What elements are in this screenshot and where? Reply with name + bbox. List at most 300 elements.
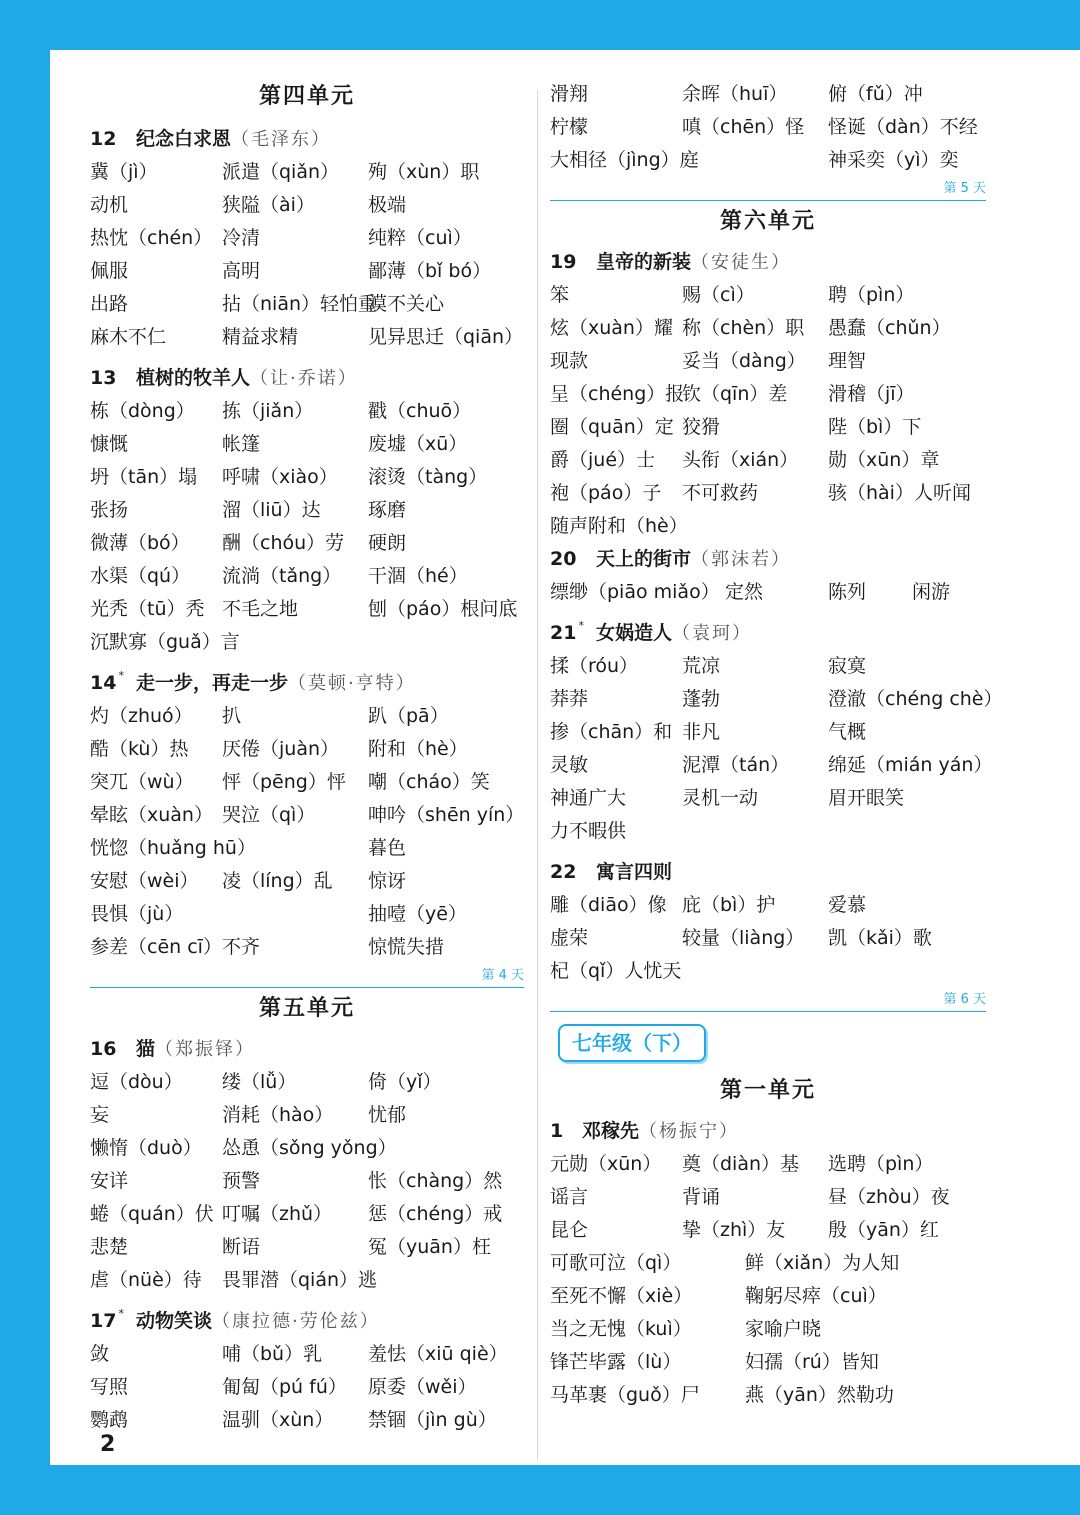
column-divider xyxy=(537,90,538,1460)
vocab-row xyxy=(90,1231,524,1264)
day-rule xyxy=(550,1011,986,1012)
vocab-item: 蓬勃 xyxy=(682,688,721,710)
vocab-item: 骇（hài）人听闻 xyxy=(828,482,971,504)
lesson-title: 皇帝的新装 xyxy=(596,251,692,273)
vocab-item: 怂恿（sǒng yǒng） xyxy=(222,1137,397,1159)
vocab-item: 袍（páo）子 xyxy=(550,482,662,504)
vocab-row xyxy=(550,378,986,411)
day-rule xyxy=(550,200,986,201)
day-marker xyxy=(550,177,986,205)
vocab-item: 爱慕 xyxy=(828,894,867,916)
vocab-item: 冀（jì） xyxy=(90,161,158,183)
lesson-number-text: 14 xyxy=(90,672,117,694)
vocab-item: 称（chèn）职 xyxy=(682,317,805,339)
vocab-list xyxy=(90,1066,524,1297)
vocab-list xyxy=(550,1148,986,1247)
vocab-row xyxy=(90,560,524,593)
vocab-row xyxy=(90,1132,524,1165)
vocab-item: 厌倦（juàn） xyxy=(222,738,340,760)
vocab-item: 神采奕（yì）奕 xyxy=(828,149,959,171)
vocab-item: 倚（yǐ） xyxy=(368,1071,442,1093)
vocab-item: 虚荣 xyxy=(550,927,589,949)
vocab-row xyxy=(90,1198,524,1231)
vocab-item: 硬朗 xyxy=(368,532,407,554)
lesson-heading-17 xyxy=(90,1305,524,1338)
vocab-item: 灵敏 xyxy=(550,754,589,776)
vocab-row xyxy=(90,494,524,527)
page-number: 2 xyxy=(100,1432,116,1457)
vocab-item: 可歌可泣（qì） xyxy=(550,1252,682,1274)
lesson-number xyxy=(90,1305,136,1338)
vocab-row xyxy=(90,1264,524,1297)
vocab-row xyxy=(90,898,524,931)
day-label: 第 6 天 xyxy=(943,992,986,1007)
vocab-item: 锋芒毕露（lù） xyxy=(550,1351,682,1373)
vocab-row xyxy=(90,766,524,799)
vocab-item: 随声附和（hè） xyxy=(550,515,688,537)
vocab-item: 突兀（wù） xyxy=(90,771,194,793)
vocab-item: 神通广大 xyxy=(550,787,627,809)
lesson-author: （康拉德·劳伦兹） xyxy=(212,1311,380,1332)
vocab-item: 晕眩（xuàn） xyxy=(90,804,213,826)
vocab-item: 热忱（chén） xyxy=(90,227,213,249)
vocab-item: 畏惧（jù） xyxy=(90,903,184,925)
vocab-item: 俯（fǔ）冲 xyxy=(828,83,923,105)
vocab-row xyxy=(90,189,524,222)
vocab-row xyxy=(550,1148,986,1181)
lesson-heading-1 xyxy=(550,1115,986,1148)
vocab-row xyxy=(90,288,524,321)
lesson-number: 1 xyxy=(550,1120,564,1142)
vocab-row xyxy=(90,626,524,659)
vocab-item: 怦（pēng）怦 xyxy=(222,771,346,793)
vocab-item: 家喻户晓 xyxy=(745,1318,822,1340)
vocab-item: 鄙薄（bǐ bó） xyxy=(368,260,492,282)
vocab-item: 定然 xyxy=(725,581,764,603)
lesson-number xyxy=(90,667,136,700)
vocab-item: 柠檬 xyxy=(550,116,589,138)
lesson-title: 邓稼先 xyxy=(582,1120,640,1142)
vocab-item: 大相径（jìng）庭 xyxy=(550,149,699,171)
vocab-list xyxy=(550,279,986,543)
vocab-item: 缕（lǚ） xyxy=(222,1071,297,1093)
vocab-row xyxy=(550,782,986,815)
vocab-item: 奠（diàn）基 xyxy=(682,1153,800,1175)
vocab-item: 陛（bì）下 xyxy=(828,416,922,438)
lesson-title: 纪念白求恩 xyxy=(136,128,232,150)
lesson-number: 20 xyxy=(550,548,577,570)
vocab-row xyxy=(550,78,986,111)
vocab-item: 沉默寡（guǎ）言 xyxy=(90,631,240,653)
vocab-row xyxy=(90,1371,524,1404)
vocab-item: 谣言 xyxy=(550,1186,589,1208)
lesson-number-text: 21 xyxy=(550,622,577,644)
vocab-row xyxy=(550,889,986,922)
vocab-item: 帐篷 xyxy=(222,433,261,455)
vocab-item: 恍惚（huǎng hū） xyxy=(90,837,256,859)
vocab-row xyxy=(90,321,524,354)
vocab-item: 酬（chóu）劳 xyxy=(222,532,345,554)
vocab-row xyxy=(550,1181,986,1214)
vocab-item: 纯粹（cuì） xyxy=(368,227,472,249)
vocab-row xyxy=(90,700,524,733)
vocab-item: 精益求精 xyxy=(222,326,299,348)
vocab-item: 凌（líng）乱 xyxy=(222,870,333,892)
vocab-item: 呻吟（shēn yín） xyxy=(368,804,525,826)
vocab-item: 佩服 xyxy=(90,260,129,282)
vocab-row xyxy=(550,749,993,782)
vocab-item: 殉（xùn）职 xyxy=(368,161,480,183)
lesson-author: （郑振铎） xyxy=(155,1039,256,1060)
vocab-item: 理智 xyxy=(828,350,867,372)
vocab-item: 动机 xyxy=(90,194,129,216)
vocab-item: 极端 xyxy=(368,194,407,216)
vocab-item: 安详 xyxy=(90,1170,129,1192)
vocab-item: 惊讶 xyxy=(368,870,407,892)
vocab-row xyxy=(550,650,986,683)
vocab-item: 羞怯（xiū qiè） xyxy=(368,1343,508,1365)
vocab-item: 嗔（chēn）怪 xyxy=(682,116,805,138)
lesson-number: 12 xyxy=(90,128,117,150)
vocab-list xyxy=(550,576,986,609)
vocab-list xyxy=(550,889,986,988)
vocab-item: 溜（liū）达 xyxy=(222,499,321,521)
vocab-item: 赐（cì） xyxy=(682,284,755,306)
vocab-list xyxy=(550,650,1003,848)
vocab-row xyxy=(90,733,524,766)
vocab-list xyxy=(90,1338,524,1437)
vocab-item: 派遣（qiǎn） xyxy=(222,161,340,183)
lesson-number xyxy=(550,617,596,650)
vocab-item: 荒凉 xyxy=(682,655,721,677)
vocab-item: 光秃（tū）秃 xyxy=(90,598,205,620)
vocab-item: 逗（dòu） xyxy=(90,1071,183,1093)
vocab-item: 较量（liàng） xyxy=(682,927,805,949)
lesson-heading-21 xyxy=(550,617,986,650)
vocab-item: 安慰（wèi） xyxy=(90,870,199,892)
vocab-item: 嘲（cháo）笑 xyxy=(368,771,490,793)
vocab-item: 原委（wěi） xyxy=(368,1376,477,1398)
vocab-item: 鹦鹉 xyxy=(90,1409,129,1431)
vocab-item: 趴（pā） xyxy=(368,705,449,727)
vocab-row xyxy=(550,411,986,444)
vocab-row xyxy=(550,444,986,477)
vocab-row xyxy=(90,832,524,865)
vocab-item: 挚（zhì）友 xyxy=(682,1219,786,1241)
vocab-row xyxy=(550,1280,986,1313)
vocab-item: 灵机一动 xyxy=(682,787,759,809)
vocab-item: 庇（bì）护 xyxy=(682,894,776,916)
vocab-row xyxy=(90,255,524,288)
day-marker xyxy=(550,988,986,1016)
vocab-item: 陈列 xyxy=(828,581,867,603)
vocab-item: 蜷（quán）伏 xyxy=(90,1203,214,1225)
lesson-title: 走一步，再走一步 xyxy=(136,672,289,694)
vocab-row xyxy=(550,815,986,848)
vocab-row xyxy=(550,1346,986,1379)
vocab-item: 畏罪潜（qián）逃 xyxy=(222,1269,378,1291)
vocab-item: 爵（jué）士 xyxy=(550,449,656,471)
vocab-item: 滑稽（jī） xyxy=(828,383,915,405)
vocab-item: 炫（xuàn）耀 xyxy=(550,317,673,339)
vocab-item: 扒 xyxy=(222,705,242,727)
lesson-number: 22 xyxy=(550,861,577,883)
page xyxy=(50,50,1080,1465)
unit-title: 第四单元 xyxy=(258,84,355,109)
lesson-author: （毛泽东） xyxy=(231,129,332,150)
vocab-row xyxy=(90,222,524,255)
vocab-item: 见异思迁（qiān） xyxy=(368,326,524,348)
vocab-item: 眉开眼笑 xyxy=(828,787,905,809)
vocab-row xyxy=(550,510,986,543)
vocab-item: 写照 xyxy=(90,1376,129,1398)
optional-star: * xyxy=(578,619,584,632)
lesson-author: （郭沫若） xyxy=(691,549,792,570)
lesson-author: （莫顿·亨特） xyxy=(288,673,416,694)
vocab-list xyxy=(550,78,986,177)
lesson-number: 19 xyxy=(550,251,577,273)
vocab-item: 选聘（pìn） xyxy=(828,1153,934,1175)
vocab-list xyxy=(90,700,524,964)
vocab-item: 钦（qīn）差 xyxy=(682,383,788,405)
vocab-item: 马革裹（guǒ）尸 xyxy=(550,1384,700,1406)
vocab-item: 鞠躬尽瘁（cuì） xyxy=(745,1285,887,1307)
vocab-item: 惩（chéng）戒 xyxy=(368,1203,503,1225)
lesson-title: 猫 xyxy=(136,1038,156,1060)
vocab-row xyxy=(550,683,1003,716)
vocab-row xyxy=(550,1313,986,1346)
vocab-row xyxy=(90,1404,524,1437)
vocab-row xyxy=(550,345,986,378)
vocab-row xyxy=(90,593,524,626)
vocab-list xyxy=(90,156,524,354)
vocab-item: 灼（zhuó） xyxy=(90,705,193,727)
vocab-item: 高明 xyxy=(222,260,261,282)
vocab-row xyxy=(90,1099,524,1132)
vocab-item: 元勋（xūn） xyxy=(550,1153,662,1175)
vocab-row xyxy=(550,477,986,510)
vocab-item: 温驯（xùn） xyxy=(222,1409,334,1431)
vocab-item: 头衔（xián） xyxy=(682,449,799,471)
vocab-item: 寂寞 xyxy=(828,655,867,677)
vocab-item: 气概 xyxy=(828,721,867,743)
vocab-row xyxy=(550,955,986,988)
lesson-title: 天上的街市 xyxy=(596,548,692,570)
lesson-heading-19 xyxy=(550,246,986,279)
vocab-item: 戳（chuō） xyxy=(368,400,472,422)
lesson-title: 女娲造人 xyxy=(596,622,673,644)
lesson-title: 寓言四则 xyxy=(596,861,673,883)
lesson-title: 动物笑谈 xyxy=(136,1310,213,1332)
vocab-item: 暮色 xyxy=(368,837,407,859)
day-label: 第 4 天 xyxy=(481,968,524,983)
vocab-row xyxy=(550,279,986,312)
vocab-item: 废墟（xū） xyxy=(368,433,468,455)
vocab-item: 掺（chān）和 xyxy=(550,721,673,743)
vocab-item: 断语 xyxy=(222,1236,261,1258)
vocab-item: 至死不懈（xiè） xyxy=(550,1285,693,1307)
vocab-item: 叮嘱（zhǔ） xyxy=(222,1203,333,1225)
unit-title: 第五单元 xyxy=(258,996,355,1021)
vocab-item: 冤（yuān）枉 xyxy=(368,1236,491,1258)
vocab-row xyxy=(90,1165,524,1198)
lesson-author: （让·乔诺） xyxy=(250,368,358,389)
lesson-heading-20 xyxy=(550,543,986,576)
vocab-item: 滚烫（tàng） xyxy=(368,466,488,488)
vocab-row xyxy=(90,1066,524,1099)
vocab-item: 力不暇供 xyxy=(550,820,627,842)
lesson-heading-13 xyxy=(90,362,524,395)
left-column xyxy=(90,50,524,1437)
vocab-item: 鲜（xiǎn）为人知 xyxy=(745,1252,900,1274)
vocab-item: 微薄（bó） xyxy=(90,532,190,554)
vocab-item: 漠不关心 xyxy=(368,293,445,315)
vocab-item: 揉（róu） xyxy=(550,655,639,677)
vocab-item: 坍（tān）塌 xyxy=(90,466,198,488)
vocab-item: 栋（dòng） xyxy=(90,400,195,422)
vocab-item: 哺（bǔ）乳 xyxy=(222,1343,323,1365)
vocab-item: 惊慌失措 xyxy=(368,936,445,958)
vocab-item: 非凡 xyxy=(682,721,721,743)
vocab-item: 慷慨 xyxy=(90,433,129,455)
vocab-item: 绵延（mián yán） xyxy=(828,754,993,776)
vocab-list xyxy=(90,395,524,659)
vocab-item: 不毛之地 xyxy=(222,598,299,620)
vocab-row xyxy=(550,312,986,345)
vocab-item: 狡猾 xyxy=(682,416,721,438)
vocab-row xyxy=(90,931,524,964)
vocab-item: 琢磨 xyxy=(368,499,407,521)
vocab-item: 凯（kǎi）歌 xyxy=(828,927,932,949)
vocab-item: 笨 xyxy=(550,284,570,306)
vocab-row xyxy=(550,1379,986,1412)
vocab-item: 虐（nüè）待 xyxy=(90,1269,202,1291)
vocab-item: 背诵 xyxy=(682,1186,721,1208)
vocab-row xyxy=(90,865,524,898)
vocab-row xyxy=(90,156,524,189)
vocab-item: 悲楚 xyxy=(90,1236,129,1258)
vocab-item: 敛 xyxy=(90,1343,110,1365)
vocab-item: 愚蠢（chǔn） xyxy=(828,317,951,339)
vocab-item: 拈（niān）轻怕重 xyxy=(222,293,378,315)
vocab-item: 干涸（hé） xyxy=(368,565,468,587)
vocab-item: 呈（chéng）报 xyxy=(550,383,685,405)
vocab-item: 闲游 xyxy=(912,581,951,603)
vocab-item: 流淌（tǎng） xyxy=(222,565,342,587)
lesson-heading-12 xyxy=(90,123,524,156)
vocab-item: 呼啸（xiào） xyxy=(222,466,338,488)
vocab-item: 抽噎（yē） xyxy=(368,903,467,925)
vocab-item: 匍匐（pú fú） xyxy=(222,1376,347,1398)
vocab-item: 缥缈（piāo miǎo） xyxy=(550,581,720,603)
day-rule xyxy=(90,987,524,988)
vocab-item: 妄 xyxy=(90,1104,110,1126)
vocab-item: 刨（páo）根问底 xyxy=(368,598,518,620)
vocab-item: 禁锢（jìn gù） xyxy=(368,1409,497,1431)
vocab-item: 懒惰（duò） xyxy=(90,1137,202,1159)
lesson-number: 13 xyxy=(90,367,117,389)
vocab-item: 昆仑 xyxy=(550,1219,589,1241)
lesson-heading-22 xyxy=(550,856,986,889)
vocab-row xyxy=(550,1247,986,1280)
vocab-item: 出路 xyxy=(90,293,129,315)
lesson-author: （袁珂） xyxy=(672,623,753,644)
vocab-item: 酷（kù）热 xyxy=(90,738,189,760)
optional-star: * xyxy=(118,669,124,682)
vocab-row xyxy=(550,716,986,749)
vocab-item: 预警 xyxy=(222,1170,261,1192)
vocab-item: 参差（cēn cī）不齐 xyxy=(90,936,260,958)
lesson-heading-16 xyxy=(90,1033,524,1066)
vocab-item: 附和（hè） xyxy=(368,738,468,760)
vocab-item: 泥潭（tán） xyxy=(682,754,790,776)
optional-star: * xyxy=(118,1307,124,1320)
lesson-heading-14 xyxy=(90,667,524,700)
vocab-item: 怪诞（dàn）不经 xyxy=(828,116,978,138)
vocab-row xyxy=(90,395,524,428)
vocab-row xyxy=(90,799,524,832)
day-marker xyxy=(90,964,524,992)
lesson-number-text: 17 xyxy=(90,1310,117,1332)
vocab-item: 余晖（huī） xyxy=(682,83,788,105)
vocab-item: 杞（qǐ）人忧天 xyxy=(550,960,682,982)
vocab-item: 妇孺（rú）皆知 xyxy=(745,1351,879,1373)
vocab-item: 滑翔 xyxy=(550,83,589,105)
vocab-row xyxy=(90,428,524,461)
vocab-item: 妥当（dàng） xyxy=(682,350,806,372)
vocab-item: 昼（zhòu）夜 xyxy=(828,1186,950,1208)
vocab-item: 燕（yān）然勒功 xyxy=(745,1384,894,1406)
vocab-item: 张扬 xyxy=(90,499,129,521)
right-column xyxy=(550,50,1003,1412)
vocab-row xyxy=(550,111,986,144)
vocab-row xyxy=(90,1338,524,1371)
lesson-author: （杨振宁） xyxy=(639,1121,740,1142)
vocab-row xyxy=(550,144,986,177)
vocab-item: 当之无愧（kuì） xyxy=(550,1318,692,1340)
vocab-item: 狭隘（ài） xyxy=(222,194,315,216)
vocab-row xyxy=(550,576,986,609)
vocab-item: 莽莽 xyxy=(550,688,589,710)
vocab-item: 勋（xūn）章 xyxy=(828,449,940,471)
vocab-item: 圈（quān）定 xyxy=(550,416,674,438)
vocab-list xyxy=(550,1247,986,1412)
vocab-item: 不可救药 xyxy=(682,482,759,504)
lesson-author: （安徒生） xyxy=(691,252,792,273)
vocab-item: 麻木不仁 xyxy=(90,326,167,348)
vocab-item: 冷清 xyxy=(222,227,261,249)
vocab-item: 水渠（qú） xyxy=(90,565,191,587)
vocab-item: 澄澈（chéng chè） xyxy=(828,688,1003,710)
vocab-item: 怅（chàng）然 xyxy=(368,1170,503,1192)
day-label: 第 5 天 xyxy=(943,181,986,196)
vocab-item: 消耗（hào） xyxy=(222,1104,334,1126)
vocab-item: 哭泣（qì） xyxy=(222,804,316,826)
unit-title: 第一单元 xyxy=(719,1078,816,1103)
lesson-number: 16 xyxy=(90,1038,117,1060)
grade-badge: 七年级（下） xyxy=(558,1024,706,1062)
unit-title: 第六单元 xyxy=(719,209,816,234)
vocab-item: 现款 xyxy=(550,350,589,372)
vocab-row xyxy=(90,461,524,494)
vocab-row xyxy=(90,527,524,560)
vocab-row xyxy=(550,1214,986,1247)
vocab-item: 殷（yān）红 xyxy=(828,1219,939,1241)
vocab-item: 雕（diāo）像 xyxy=(550,894,667,916)
vocab-item: 聘（pìn） xyxy=(828,284,915,306)
vocab-item: 拣（jiǎn） xyxy=(222,400,314,422)
vocab-row xyxy=(550,922,986,955)
